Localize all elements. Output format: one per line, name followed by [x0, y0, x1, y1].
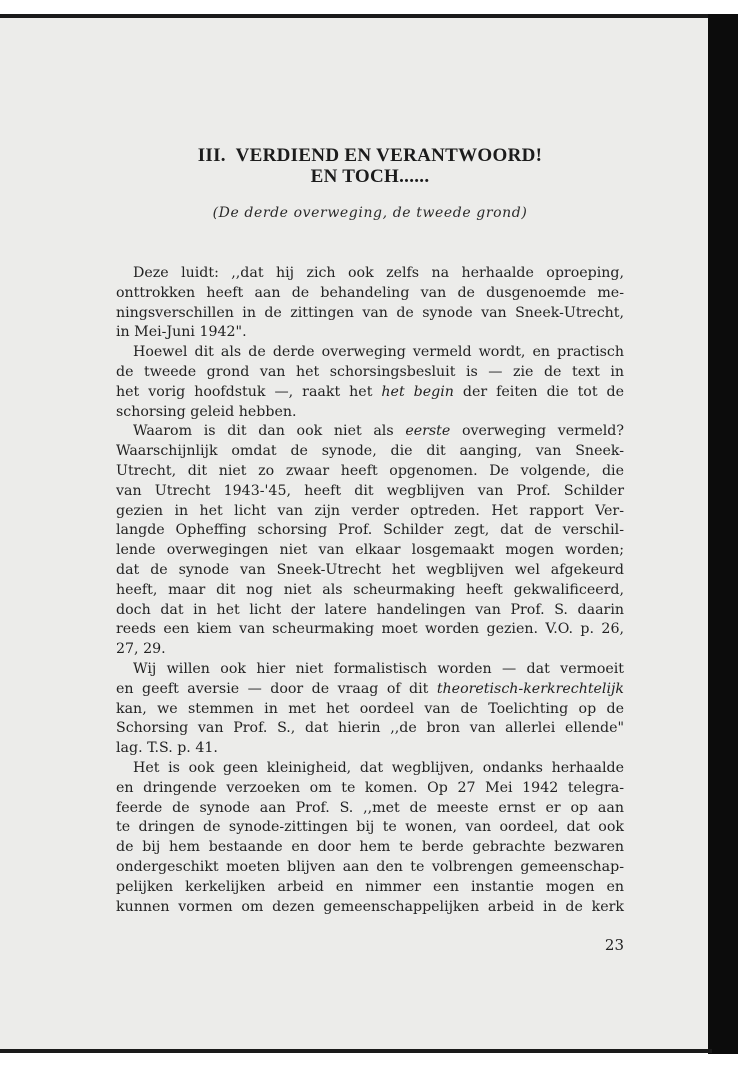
chapter-subtitle: (De derde overweging, de tweede grond)	[212, 205, 528, 221]
text-segment: doch dat in het licht der latere handelingen van Prof. S. daarin	[116, 601, 624, 618]
text-line	[116, 462, 624, 482]
text-line	[116, 403, 624, 423]
text-segment: het vorig hoofdstuk —, raakt het	[116, 383, 382, 400]
text-segment: ningsverschillen in de zittingen van de synode van Sneek-Utrecht,	[116, 304, 624, 321]
text-line	[116, 442, 624, 462]
text-line	[116, 759, 624, 779]
text-line	[116, 264, 624, 284]
italic-text: het begin	[381, 383, 454, 400]
text-line	[116, 581, 624, 601]
text-line	[116, 363, 624, 383]
body-text	[116, 264, 624, 917]
text-segment: pelijken kerkelijken arbeid en nimmer een instantie mogen en	[116, 878, 624, 895]
text-line	[116, 561, 624, 581]
text-line	[116, 838, 624, 858]
text-segment: Hoewel dit als de derde overweging vermeld wordt, en practisch	[133, 344, 624, 361]
text-segment: Utrecht, dit niet zo zwaar heeft opgenomen. De volgende, die	[116, 462, 624, 479]
text-segment: schorsing geleid hebben.	[116, 403, 297, 420]
text-line	[116, 680, 624, 700]
text-line	[116, 383, 624, 403]
text-line	[116, 799, 624, 819]
paragraph	[116, 264, 624, 343]
text-segment: feerde de synode aan Prof. S. ,,met de meeste ernst er op aan	[116, 799, 624, 816]
text-line	[116, 719, 624, 739]
chapter-title-line-1: III. VERDIEND EN VERANTWOORD!	[197, 145, 543, 166]
scan-border-right	[708, 14, 738, 1054]
page-number: 23	[604, 936, 624, 954]
text-line	[116, 482, 624, 502]
text-line	[116, 343, 624, 363]
text-segment: kan, we stemmen in met het oordeel van de Toelichting op de	[116, 700, 624, 717]
text-segment: Schorsing van Prof. S., dat hierin ,,de bron van allerlei ellende"	[116, 720, 624, 737]
text-line	[116, 601, 624, 621]
text-segment: onttrokken heeft aan de behandeling van de dusgenoemde me-	[116, 284, 624, 301]
text-line	[116, 818, 624, 838]
text-line	[116, 660, 624, 680]
scan-border-bottom	[0, 1049, 712, 1053]
text-line	[116, 521, 624, 541]
text-segment: in Mei-Juni 1942".	[116, 324, 247, 341]
text-line	[116, 541, 624, 561]
text-line	[116, 779, 624, 799]
text-segment: 27, 29.	[116, 641, 166, 658]
italic-text: theoretisch-kerkrechtelijk	[436, 680, 624, 697]
paragraph	[116, 660, 624, 759]
text-segment: Deze luidt: ,,dat hij zich ook zelfs na herhaalde oproeping,	[133, 265, 624, 281]
chapter-title-line-2: EN TOCH......	[310, 166, 430, 187]
text-line	[116, 284, 624, 304]
scan-border-top	[0, 14, 712, 18]
text-segment: overweging vermeld?	[450, 423, 624, 440]
paragraph	[116, 759, 624, 917]
text-segment: der feiten die tot de	[453, 383, 625, 400]
text-line	[116, 304, 624, 324]
text-segment: dat de synode van Sneek-Utrecht het wegblijven wel afgekeurd	[116, 561, 624, 578]
text-line	[116, 700, 624, 720]
text-line	[116, 640, 624, 660]
text-segment: reeds een kiem van scheurmaking moet worden gezien. V.O. p. 26,	[116, 621, 624, 638]
text-segment: de tweede grond van het schorsingsbesluit is — zie de text in	[116, 363, 624, 380]
text-segment: de bij hem bestaande en door hem te berde gebrachte bezwaren	[116, 839, 624, 856]
paragraph	[116, 343, 624, 422]
text-segment: en dringende verzoeken om te komen. Op 27 Mei 1942 telegra-	[116, 779, 624, 796]
text-line	[116, 858, 624, 878]
text-line	[116, 502, 624, 522]
text-line	[116, 878, 624, 898]
italic-text: eerste	[405, 423, 451, 440]
text-line	[116, 620, 624, 640]
text-segment: Waarschijnlijk omdat de synode, die dit aanging, van Sneek-	[116, 443, 624, 460]
text-line	[116, 323, 624, 343]
text-line	[116, 422, 624, 442]
text-segment: Het is ook geen kleinigheid, dat wegblijven, ondanks herhaalde	[133, 759, 624, 776]
text-segment: lende overwegingen niet van elkaar losgemaakt mogen worden;	[116, 542, 624, 559]
text-segment: Waarom is dit dan ook niet als	[133, 423, 406, 440]
text-segment: Wij willen ook hier niet formalistisch worden — dat vermoeit	[133, 660, 624, 677]
text-segment: gezien in het licht van zijn verder optreden. Het rapport Ver-	[116, 502, 624, 519]
text-segment: en geeft aversie — door de vraag of dit	[116, 680, 437, 697]
text-segment: ondergeschikt moeten blijven aan den te volbrengen gemeenschap-	[116, 858, 624, 875]
text-segment: kunnen vormen om dezen gemeenschappelijken arbeid in de kerk	[116, 898, 624, 915]
text-segment: te dringen de synode-zittingen bij te wonen, van oordeel, dat ook	[116, 819, 624, 836]
text-line	[116, 739, 624, 759]
text-segment: lag. T.S. p. 41.	[116, 740, 218, 757]
text-segment: van Utrecht 1943-'45, heeft dit wegblijven van Prof. Schilder	[116, 482, 624, 499]
text-line	[116, 898, 624, 918]
text-segment: langde Opheffing schorsing Prof. Schilder zegt, dat de verschil-	[116, 522, 624, 539]
paragraph	[116, 422, 624, 660]
text-segment: heeft, maar dit nog niet als scheurmaking heeft gekwalificeerd,	[116, 581, 624, 598]
